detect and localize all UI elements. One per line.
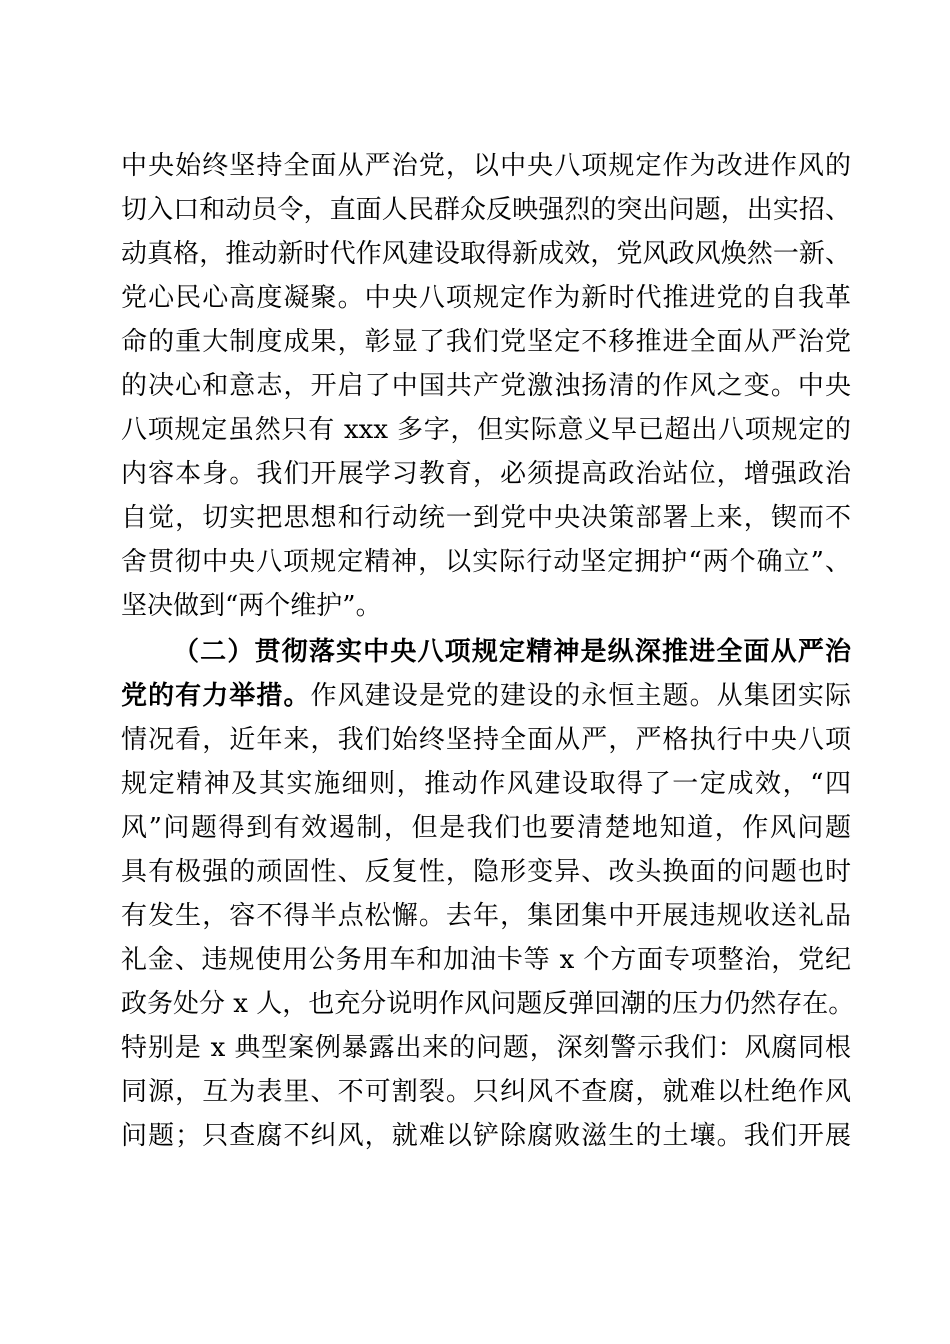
paragraph-2-line: 情况看，近年来，我们始终坚持全面从严，严格执行中央八项 <box>121 725 851 755</box>
paragraph-1-line: 动真格，推动新时代作风建设取得新成效，党风政风焕然一新、 <box>121 239 851 269</box>
paragraph-1-line: 坚决做到“两个维护”。 <box>121 591 382 621</box>
paragraph-1-line: 中央始终坚持全面从严治党，以中央八项规定作为改进作风的 <box>121 151 851 181</box>
paragraph-2-line: 礼金、违规使用公务用车和加油卡等 x 个方面专项整治，党纪 <box>121 945 851 975</box>
paragraph-2-line: 特别是 x 典型案例暴露出来的问题，深刻警示我们：风腐同根 <box>121 1033 851 1063</box>
paragraph-1-line: 的决心和意志，开启了中国共产党激浊扬清的作风之变。中央 <box>121 371 851 401</box>
paragraph-1-line: 自觉，切实把思想和行动统一到党中央决策部署上来，锲而不 <box>121 503 851 533</box>
paragraph-1-line: 党心民心高度凝聚。中央八项规定作为新时代推进党的自我革 <box>121 283 851 313</box>
paragraph-1-line: 内容本身。我们开展学习教育，必须提高政治站位，增强政治 <box>121 459 851 489</box>
paragraph-2-line: 同源，互为表里、不可割裂。只纠风不查腐，就难以杜绝作风 <box>121 1077 851 1107</box>
paragraph-2-line <box>121 676 851 716</box>
paragraph-2-line: 有发生，容不得半点松懈。去年，集团集中开展违规收送礼品 <box>121 901 851 931</box>
paragraph-2-line: 具有极强的顽固性、反复性，隐形变异、改头换面的问题也时 <box>121 857 851 887</box>
section-heading-line: （二）贯彻落实中央八项规定精神是纵深推进全面从严治 <box>173 637 851 667</box>
paragraph-2-line: 规定精神及其实施细则，推动作风建设取得了一定成效，“四 <box>121 769 851 799</box>
paragraph-2-line: 问题；只查腐不纠风，就难以铲除腐败滋生的土壤。我们开展 <box>121 1121 851 1151</box>
section-heading-tail: 党的有力举措。 <box>121 681 311 711</box>
paragraph-2-line: 政务处分 x 人，也充分说明作风问题反弹回潮的压力仍然存在。 <box>121 989 855 1019</box>
paragraph-1-line: 命的重大制度成果，彰显了我们党坚定不移推进全面从严治党 <box>121 327 851 357</box>
paragraph-2-line: 风”问题得到有效遏制，但是我们也要清楚地知道，作风问题 <box>121 813 851 843</box>
paragraph-1-line: 八项规定虽然只有 xxx 多字，但实际意义早已超出八项规定的 <box>121 415 851 445</box>
paragraph-1-line: 舍贯彻中央八项规定精神，以实际行动坚定拥护“两个确立”、 <box>121 547 851 577</box>
paragraph-2-text: 作风建设是党的建设的永恒主题。从集团实际 <box>310 681 851 711</box>
paragraph-1-line: 切入口和动员令，直面人民群众反映强烈的突出问题，出实招、 <box>121 195 851 225</box>
